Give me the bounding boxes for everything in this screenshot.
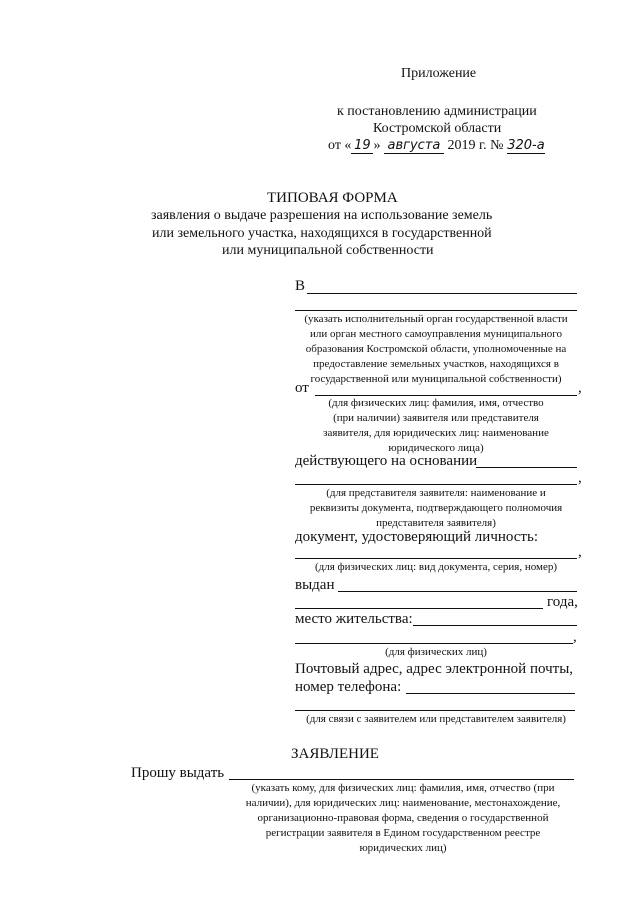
form-subtitle-1: заявления о выдаче разрешения на использование земель [151,208,493,223]
to-field-2[interactable] [295,310,577,311]
basis-comma: , [578,470,582,486]
issued-field[interactable] [338,591,577,592]
decree-line-2: Костромской области [373,121,502,136]
phone-field[interactable] [406,693,575,694]
date-day: 19 [351,138,373,154]
basis-label: действующего на основании [295,453,478,469]
decree-number: 320-а [507,138,545,153]
to-label: В [295,278,306,294]
id-doc-comma: , [578,544,582,560]
appendix-label: Приложение [401,66,477,81]
date-month: августа [384,138,444,154]
contact-field-2[interactable] [295,710,575,711]
decree-line-1: к постановлению администрации [337,104,537,119]
request-field[interactable] [229,779,574,780]
from-label: от [295,380,309,396]
basis-hint: (для представителя заявителя: наименование и реквизиты документа, подтверждающего полномочия представителя заявителя) [309,487,563,529]
from-hint: (для физических лиц: фамилия, имя, отчество (при наличии) заявителя или представителя заявителя, для юридических лиц: наименование юридического лица) [323,397,549,454]
id-doc-field[interactable] [295,558,577,559]
issued-field-2[interactable] [295,608,543,609]
issued-label: выдан [295,577,335,593]
from-comma: , [578,380,582,396]
date-prefix: от « [328,138,352,153]
decree-date [328,138,545,154]
request-label: Прошу выдать [131,765,225,781]
to-field[interactable] [307,293,577,294]
residence-comma: , [573,629,577,645]
form-subtitle-2: или земельного участка, находящихся в государственной [152,226,492,241]
residence-hint: (для физических лиц) [385,646,487,658]
contact-hint: (для связи с заявителем или представителем заявителя) [306,713,566,725]
id-doc-label: документ, удостоверяющий личность: [295,529,538,545]
residence-field-2[interactable] [295,643,573,644]
id-doc-hint: (для физических лиц: вид документа, серия, номер) [314,561,558,573]
date-mid: » [373,138,381,153]
basis-field[interactable] [476,467,577,468]
residence-field[interactable] [413,625,577,626]
postal-label: Почтовый адрес, адрес электронной почты, [295,661,574,677]
residence-label: место жительства: [295,611,413,627]
statement-heading: ЗАЯВЛЕНИЕ [291,746,379,762]
to-hint: (указать исполнительный орган государственной власти или орган местного самоуправления муниципального образования Костромской области, уполномоченные на предоставление земельных участков, находящихся в государственной или муниципальной собственности) [304,313,568,385]
date-year-no: 2019 г. № [447,138,504,153]
basis-field-2[interactable] [295,484,577,485]
phone-label: номер телефона: [295,679,402,695]
year-label: года, [547,594,578,610]
form-title: ТИПОВАЯ ФОРМА [267,190,398,206]
form-subtitle-3: или муниципальной собственности [222,243,434,258]
request-hint: (указать кому, для физических лиц: фамилия, имя, отчество (при наличии), для юридических лиц: наименование, местонахождение, организационно-правовая форма, сведения о государственной регистрации заявителя в Едином государственном реестре юридических лиц) [245,782,561,854]
